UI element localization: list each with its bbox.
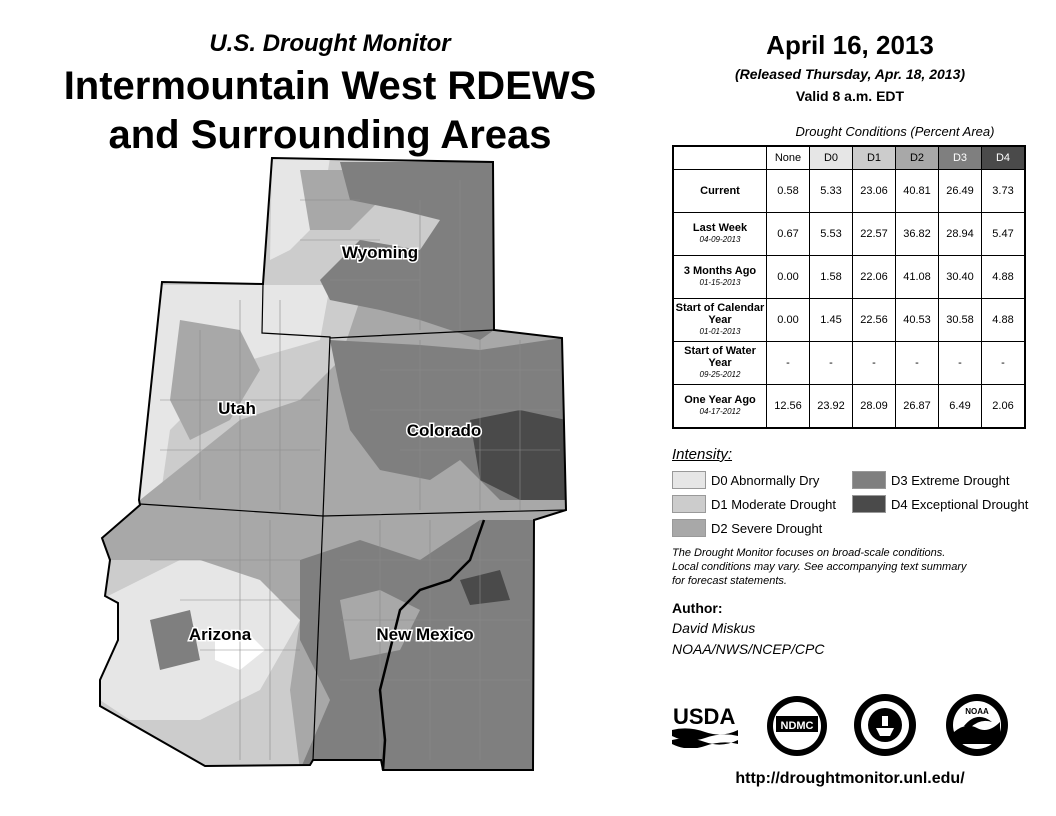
row-label-text: One Year Ago [684,394,756,406]
col-header: D4 [982,146,1026,170]
legend-label: D3 Extreme Drought [891,472,1010,488]
table-caption: Drought Conditions (Percent Area) [795,124,995,139]
table-cell: 4.88 [982,299,1026,342]
table-cell: - [810,342,853,385]
table-cell: 23.92 [810,385,853,429]
table-row [673,385,1025,429]
table-cell: 41.08 [896,256,939,299]
valid-time: Valid 8 a.m. EDT [795,88,905,104]
table-cell: 22.56 [853,299,896,342]
row-label [673,256,767,299]
col-header: D0 [810,146,853,170]
legend-title: Intensity: [672,446,733,463]
legend-swatch [672,519,706,537]
usda-logo-icon [672,700,738,748]
table-cell: - [982,342,1026,385]
table-row [673,213,1025,256]
commerce-seal-icon [852,692,918,758]
note-line: Local conditions may vary. See accompanying text summary [672,561,967,573]
legend-swatch [672,471,706,489]
row-date: 09-25-2012 [699,370,741,379]
table-cell: 5.33 [810,170,853,213]
table-cell: 5.53 [810,213,853,256]
table-cell: 28.09 [853,385,896,429]
noaa-logo-text: NOAA [965,707,989,716]
release-date: (Released Thursday, Apr. 18, 2013) [734,66,966,82]
table-cell: 6.49 [939,385,982,429]
drought-map [0,150,660,816]
col-header: None [767,146,810,170]
table-cell: - [939,342,982,385]
row-date: 04-17-2012 [699,407,741,416]
table-cell: 30.58 [939,299,982,342]
table-cell: 23.06 [853,170,896,213]
map-title-line2: and Surrounding Areas [108,113,552,157]
state-label-arizona: Arizona [188,625,252,644]
table-cell: - [853,342,896,385]
table-corner [673,146,767,170]
table-cell: 4.88 [982,256,1026,299]
legend-label: D4 Exceptional Drought [891,496,1029,512]
state-label-utah: Utah [218,399,256,418]
row-label-text: Start of Calendar Year [675,302,765,326]
noaa-logo-icon [944,692,1010,758]
row-label-text: Last Week [692,222,748,234]
legend-item-d3 [852,471,1010,489]
table-cell: 3.73 [982,170,1026,213]
row-label [673,170,767,213]
table-cell: 1.45 [810,299,853,342]
table-cell: 22.06 [853,256,896,299]
table-row [673,342,1025,385]
row-label-text: Current [700,185,740,197]
row-label-text: 3 Months Ago [683,265,757,277]
legend-item-d4 [852,495,1028,513]
col-header: D3 [939,146,982,170]
table-cell: 0.67 [767,213,810,256]
website-url[interactable]: http://droughtmonitor.unl.edu/ [735,770,965,787]
table-cell: 30.40 [939,256,982,299]
row-date: 04-09-2013 [699,235,741,244]
note-line: The Drought Monitor focuses on broad-scale conditions. [672,547,946,559]
row-label [673,342,767,385]
col-header: D2 [896,146,939,170]
author-label: Author: [672,600,723,616]
legend-item-d1 [672,495,836,513]
legend-swatch [852,495,886,513]
legend-swatch [672,495,706,513]
legend-label: D1 Moderate Drought [711,496,837,512]
map-date: April 16, 2013 [766,30,934,60]
table-cell: 5.47 [982,213,1026,256]
legend-label: D2 Severe Drought [711,520,823,536]
table-cell: 36.82 [896,213,939,256]
table-cell: 2.06 [982,385,1026,429]
table-row [673,256,1025,299]
table-cell: - [896,342,939,385]
row-label [673,385,767,429]
col-header: D1 [853,146,896,170]
ndmc-logo-text: NDMC [780,720,814,732]
table-header-row [673,146,1025,170]
row-date: 01-01-2013 [699,327,741,336]
legend-label: D0 Abnormally Dry [711,472,820,488]
legend-item-d2 [672,519,822,537]
map-title-line1: Intermountain West RDEWS [63,64,597,108]
table-cell: 1.58 [810,256,853,299]
note-line: for forecast statements. [672,575,787,587]
author-org: NOAA/NWS/NCEP/CPC [672,641,825,657]
drought-conditions-table [672,145,1026,429]
table-cell: 0.00 [767,256,810,299]
map-supertitle: U.S. Drought Monitor [209,30,451,57]
table-row [673,299,1025,342]
row-label [673,299,767,342]
table-cell: 12.56 [767,385,810,429]
table-cell: 40.81 [896,170,939,213]
table-cell: 28.94 [939,213,982,256]
table-cell: - [767,342,810,385]
table-cell: 0.00 [767,299,810,342]
author-name: David Miskus [672,620,756,636]
table-cell: 26.87 [896,385,939,429]
state-label-new-mexico: New Mexico [376,625,474,644]
row-label-text: Start of Water Year [684,345,756,369]
table-cell: 40.53 [896,299,939,342]
row-label [673,213,767,256]
legend-item-d0 [672,471,819,489]
state-label-colorado: Colorado [406,421,482,440]
table-cell: 22.57 [853,213,896,256]
usda-logo-text: USDA [673,704,736,729]
table-cell: 0.58 [767,170,810,213]
legend-swatch [852,471,886,489]
drought-shading [90,150,580,780]
disclaimer-note [672,546,1032,588]
state-label-wyoming: Wyoming [341,243,419,262]
ndmc-logo-icon [764,694,830,758]
row-date: 01-15-2013 [699,278,741,287]
table-cell: 26.49 [939,170,982,213]
table-row [673,170,1025,213]
